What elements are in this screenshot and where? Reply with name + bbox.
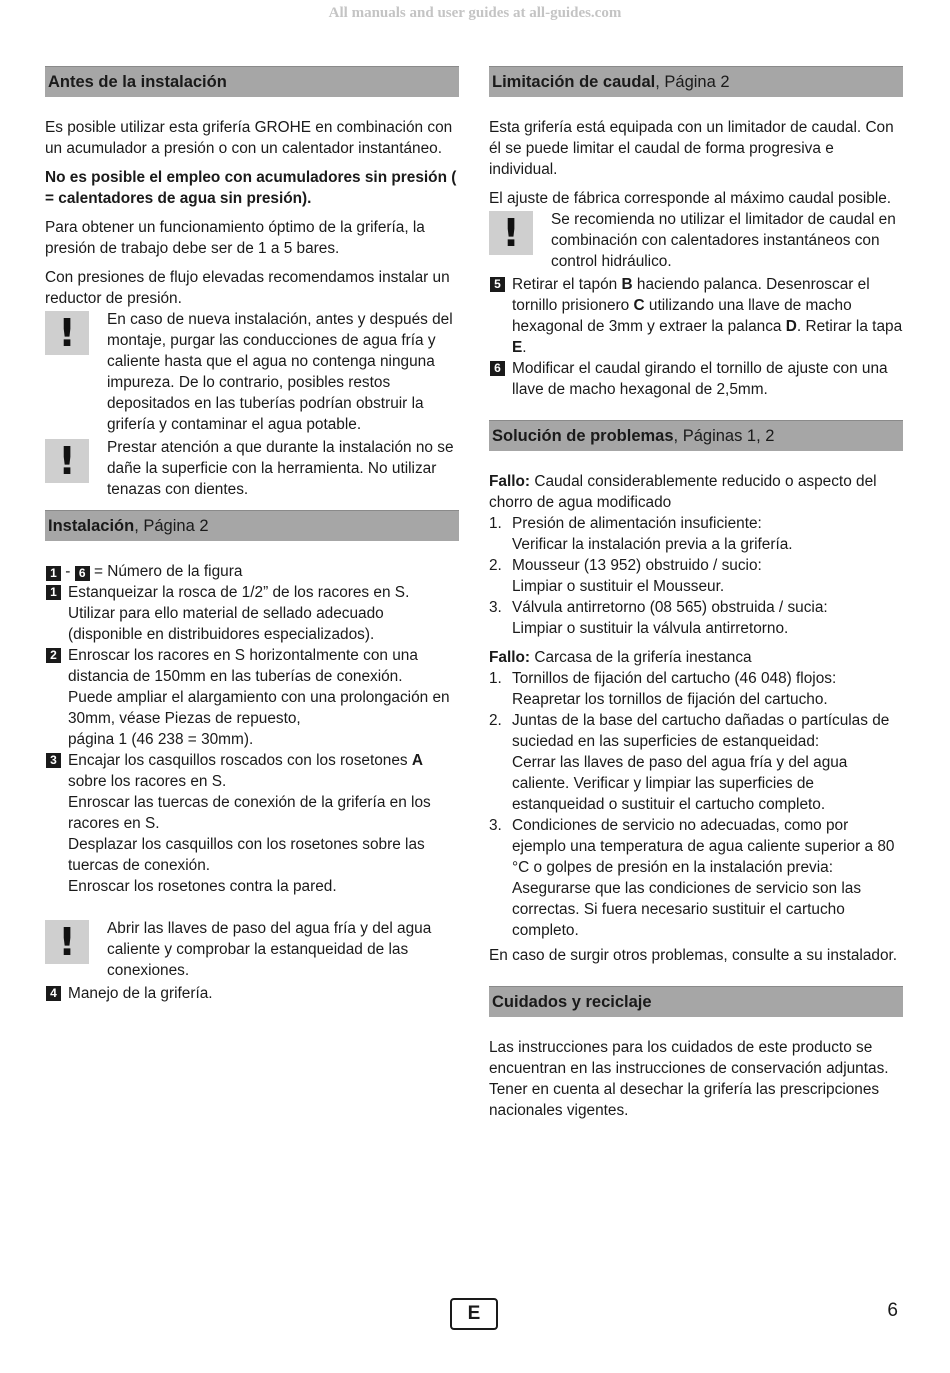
section-heading-flow-limitation: Limitación de caudal, Página 2 — [489, 66, 903, 97]
caution-note — [45, 437, 459, 500]
list-item-fix: Verificar la instalación previa a la grifería. — [512, 536, 793, 553]
list-item-fix: Limpiar o sustituir el Mousseur. — [512, 578, 725, 595]
list-item-fix: Reapretar los tornillos de fijación del cartucho. — [512, 691, 828, 708]
list-item-number: 2. — [489, 557, 502, 574]
list-item-fix: Asegurarse que las condiciones de servicio son las correctas. Si fuera necesario sustituir el cartucho completo. — [512, 880, 862, 939]
install-step-2: 2 Enroscar los racores en S horizontalmente con una distancia de 150mm en las tuberías de conexión. Puede ampliar el alargamiento con una prolongación en 30mm, véase Piezas de repuesto, página 1 (46 238 = 30mm). — [45, 645, 459, 750]
list-item — [489, 815, 903, 941]
page-number: 6 — [887, 1300, 898, 1321]
install-step-1: 1 Estanqueizar la rosca de 1/2” de los racores en S. Utilizar para ello material de sellado adecuado (disponible en distribuidores especializados). — [45, 582, 459, 645]
list-item-fix: Limpiar o sustituir la válvula antirretorno. — [512, 620, 789, 637]
list-item-number: 1. — [489, 515, 502, 532]
step-number-badge: 3 — [46, 753, 61, 768]
caution-note — [45, 309, 459, 435]
section-heading-before-installation: Antes de la instalación — [45, 66, 459, 97]
list-item — [489, 513, 903, 555]
caution-note-text: En caso de nueva instalación, antes y después del montaje, purgar las conducciones de agua fría y caliente hasta que el agua no contenga ninguna impureza. De lo contrario, posibles restos depositados en las tuberías podrían obstruir la grifería y contaminar el agua potable. — [107, 311, 453, 433]
section-heading-troubleshooting: Solución de problemas, Páginas 1, 2 — [489, 420, 903, 451]
step-number-badge: 6 — [75, 566, 90, 581]
fault-cause-list — [489, 513, 903, 639]
section-heading-installation: Instalación, Página 2 — [45, 510, 459, 541]
paragraph: El ajuste de fábrica corresponde al máximo caudal posible. — [489, 190, 892, 207]
list-item-number: 3. — [489, 817, 502, 834]
language-badge: E — [450, 1298, 498, 1330]
fault-description: Fallo: Carcasa de la grifería inestanca — [489, 649, 752, 666]
paragraph: Esta grifería está equipada con un limitador de caudal. Con él se puede limitar el caudal de forma progresiva e individual. — [489, 119, 894, 178]
step-number-badge: 2 — [46, 648, 61, 663]
caution-note-text: Prestar atención a que durante la instalación no se dañe la superficie con la herramienta. No utilizar tenazas con dientes. — [107, 439, 454, 498]
list-item-cause: Válvula antirretorno (08 565) obstruida / sucia: — [512, 599, 828, 616]
flow-step-6: 6 Modificar el caudal girando el tornillo de ajuste con una llave de macho hexagonal de 2,5mm. — [489, 358, 903, 400]
paragraph: En caso de surgir otros problemas, consulte a su instalador. — [489, 947, 898, 964]
flow-step-5: 5 Retirar el tapón B haciendo palanca. Desenroscar el tornillo prisionero C utilizando una llave de macho hexagonal de 3mm y extraer la palanca D. Retirar la tapa E. — [489, 274, 903, 358]
fault-cause-list — [489, 668, 903, 941]
paragraph: Es posible utilizar esta grifería GROHE en combinación con un acumulador a presión o con un calentador instantáneo. — [45, 119, 453, 157]
exclamation-warning-icon: ! — [45, 439, 89, 483]
install-step-3: 3 Encajar los casquillos roscados con los rosetones A sobre los racores en S. Enroscar las tuercas de conexión de la grifería en los racores en S. Desplazar los casquillos con los rosetones sobre las tuercas de conexión. Enroscar los rosetones contra la pared. — [45, 750, 459, 897]
list-item-number: 3. — [489, 599, 502, 616]
fault-description: Fallo: Caudal considerablemente reducido o aspecto del chorro de agua modificado — [489, 473, 877, 511]
step-number-badge: 5 — [490, 277, 505, 292]
step-number-badge: 6 — [490, 361, 505, 376]
list-item-cause: Juntas de la base del cartucho dañadas o partículas de suciedad en las superficies de estanqueidad: — [512, 712, 890, 750]
caution-note — [489, 209, 903, 272]
exclamation-warning-icon: ! — [45, 311, 89, 355]
install-step-4: 4 Manejo de la grifería. — [45, 983, 459, 1004]
list-item-cause: Mousseur (13 952) obstruido / sucio: — [512, 557, 762, 574]
paragraph: Las instrucciones para los cuidados de este producto se encuentran en las instrucciones de conservación adjuntas. Tener en cuenta al desechar la grifería las prescripciones nacionales vigentes. — [489, 1039, 889, 1119]
list-item-fix: Cerrar las llaves de paso del agua fría y del agua caliente. Verificar y limpiar las superficies de estanqueidad o sustituir el cartucho completo. — [512, 754, 848, 813]
list-item-cause: Condiciones de servicio no adecuadas, como por ejemplo una temperatura de agua caliente superior a 80 °C o golpes de presión en la instalación previa: — [512, 817, 895, 876]
caution-note-text: Abrir las llaves de paso del agua fría y del agua caliente y comprobar la estanqueidad de las conexiones. — [107, 920, 432, 979]
paragraph: Para obtener un funcionamiento óptimo de la grifería, la presión de trabajo debe ser de 1 a 5 bares. — [45, 219, 425, 257]
step-number-badge: 1 — [46, 585, 61, 600]
bold-warning-paragraph: No es posible el empleo con acumuladores sin presión ( = calentadores de agua sin presión). — [45, 169, 457, 207]
list-item-cause: Tornillos de fijación del cartucho (46 048) flojos: — [512, 670, 837, 687]
step-number-badge: 1 — [46, 566, 61, 581]
list-item-cause: Presión de alimentación insuficiente: — [512, 515, 762, 532]
list-item-number: 2. — [489, 712, 502, 729]
exclamation-warning-icon: ! — [45, 920, 89, 964]
list-item — [489, 597, 903, 639]
list-item — [489, 668, 903, 710]
step-number-badge: 4 — [46, 986, 61, 1001]
left-column — [45, 66, 459, 1004]
watermark: All manuals and user guides at all-guides.com — [328, 5, 622, 21]
section-heading-care-recycling: Cuidados y reciclaje — [489, 986, 903, 1017]
list-item — [489, 555, 903, 597]
list-item — [489, 710, 903, 815]
list-item-number: 1. — [489, 670, 502, 687]
right-column — [489, 66, 903, 1129]
figure-number-legend: 1 - 6 = Número de la figura — [45, 561, 459, 582]
caution-note — [45, 918, 459, 981]
exclamation-warning-icon: ! — [489, 211, 533, 255]
caution-note-text: Se recomienda no utilizar el limitador de caudal en combinación con calentadores instantáneos con control hidráulico. — [551, 211, 896, 270]
paragraph: Con presiones de flujo elevadas recomendamos instalar un reductor de presión. — [45, 269, 450, 307]
